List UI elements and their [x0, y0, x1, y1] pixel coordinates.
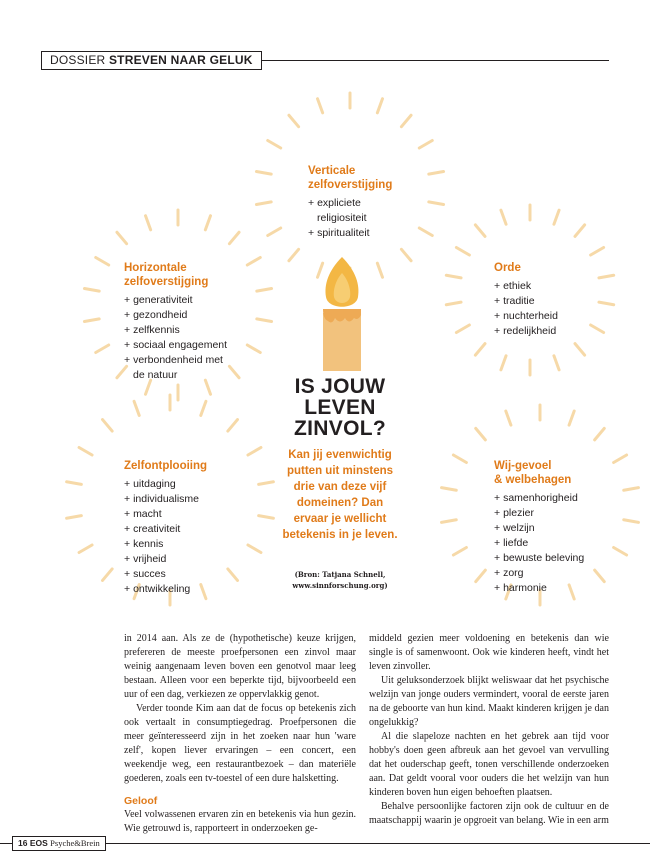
domain-verticale [308, 164, 428, 241]
domain-item: + vrijheid [124, 552, 244, 567]
sunburst-ray [401, 249, 411, 260]
domain-item: + creativiteit [124, 522, 244, 537]
domain-item: + harmonie [494, 581, 614, 596]
heading-line: Horizontale [124, 262, 187, 274]
sunburst-ray [228, 420, 238, 431]
domain-wijgevoel [494, 459, 614, 596]
sunburst-ray [429, 172, 444, 175]
candle-body [323, 313, 361, 371]
domain-orde [494, 261, 594, 339]
footer-label [12, 836, 106, 851]
sunburst-ray [429, 202, 444, 205]
domain-item: + traditie [494, 294, 594, 309]
domain-item: + verbondenheid met de natuur [124, 353, 225, 383]
sunburst-ray [84, 319, 99, 322]
domain-items [124, 293, 244, 383]
sunburst-ray [599, 302, 614, 305]
heading-line: & welbehagen [494, 474, 572, 486]
sunburst-ray [256, 172, 271, 175]
subtitle-line: betekenis in je leven. [282, 529, 398, 541]
sunburst-ray [96, 345, 109, 353]
domain-item: + sociaal engagement [124, 338, 244, 353]
domain-item: + generativiteit [124, 293, 244, 308]
sunburst-ray [475, 225, 485, 236]
domain-item: + individualisme [124, 492, 244, 507]
domain-heading [494, 261, 594, 275]
title-line: IS JOUW [294, 375, 386, 398]
sunburst-ray [569, 411, 574, 425]
heading-line: Zelfontplooiing [124, 460, 208, 472]
sunburst-ray [201, 401, 206, 415]
domain-items [124, 477, 244, 597]
sunburst-ray [575, 344, 585, 355]
infographic-subtitle [265, 447, 415, 543]
sunburst-ray [456, 248, 469, 256]
domain-item: + ethiek [494, 279, 594, 294]
subtitle-line: domeinen? Dan [296, 497, 384, 509]
infographic-title-block [265, 376, 415, 543]
domain-item: + ontwikkeling [124, 582, 244, 597]
sunburst-ray [84, 289, 99, 292]
article-paragraph: Verder toonde Kim aan dat de focus op betekenis zich ook vertaalt in consumptiegedrag. Proefpersonen die meer geïnteresseerd zijn in het zoeken naar hun 'ware zelf', kopen liever ervaringen – een concert, een weekendje weg, een restaurantbezoek – dan materiële goederen, zoals een tv-toestel of een dure halsketting. [124, 703, 356, 784]
title-line: ZINVOL? [294, 417, 386, 440]
sunburst-ray [453, 548, 466, 556]
sunburst-ray [446, 302, 461, 305]
sunburst-ray [442, 488, 457, 491]
domain-heading [494, 459, 614, 487]
domain-heading [124, 459, 244, 473]
sunburst-ray [205, 216, 210, 230]
sunburst-ray [289, 115, 299, 126]
source-line: www.sinnforschung.org) [292, 581, 388, 590]
sunburst-ray [624, 488, 639, 491]
sunburst-ray [446, 275, 461, 278]
page-footer [0, 836, 650, 850]
sunburst-ray [247, 258, 260, 266]
sunburst-ray [595, 428, 605, 439]
domain-item: + expliciete religiositeit [308, 196, 397, 226]
domain-items [308, 196, 428, 241]
source-line: (Bron: Tatjana Schnell, [294, 570, 386, 579]
sunburst-ray [554, 210, 559, 224]
article-paragraph: in 2014 aan. Als ze de (hypothetische) keuze krijgen, prefereren de meeste proefpersonen een zinvol maar weinig aangenaam leven boven een genotvol maar leeg bestaan. Alleen voor een beperkte tijd, bijvoorbeeld een uur of een dag, verkiezen ze oppervlakkig genot. [124, 633, 356, 700]
heading-line: zelfoverstijging [124, 276, 209, 288]
domain-item: + plezier [494, 506, 614, 521]
sunburst-ray [103, 420, 113, 431]
sunburst-ray [146, 216, 151, 230]
sunburst-ray [501, 210, 506, 224]
sunburst-ray [67, 516, 82, 519]
sunburst-ray [554, 356, 559, 370]
subtitle-line: ervaar je wellicht [293, 513, 387, 525]
sunburst-ray [453, 455, 466, 463]
sunburst-ray [96, 258, 109, 266]
subtitle-line: Kan jij evenwichtig [288, 449, 392, 461]
domain-item: + welzijn [494, 521, 614, 536]
sunburst-ray [268, 141, 281, 149]
sunburst-ray [476, 428, 486, 439]
domain-item: + kennis [124, 537, 244, 552]
sunburst-ray [248, 448, 261, 456]
title-line: LEVEN [304, 396, 376, 419]
sunburst-ray [591, 248, 604, 256]
heading-line: Orde [494, 262, 521, 274]
domain-item: + macht [124, 507, 244, 522]
domain-item: + bewuste beleving [494, 551, 614, 566]
subtitle-line: putten uit minstens [286, 465, 394, 477]
article-paragraph: Al die slapeloze nachten en het gebrek aan tijd voor hobby's doen geen afbreuk aan het gevoel van vervulling dat het ouderschap geeft, tonen verschillende onderzoeken aan. Dat geldt vooral voor ouders die het welzijn van hun kinderen boven hun eigen behoeften plaatsen. [369, 731, 609, 798]
sunburst-ray [377, 263, 382, 277]
article-paragraph: Uit geluksonderzoek blijkt weliswaar dat het psychische welzijn van jonge ouders vermindert, vooral de eerste jaren na de geboorte van hun kind. Maakt kinderen krijgen je dan ongelukkig? [369, 675, 609, 728]
infographic-title [265, 376, 415, 439]
sunburst-ray [377, 99, 382, 113]
sunburst-ray [599, 275, 614, 278]
sunburst-ray [318, 99, 323, 113]
sunburst-ray [614, 455, 627, 463]
source-credit [285, 569, 395, 591]
sunburst-ray [79, 448, 92, 456]
sunburst-ray [506, 411, 511, 425]
domain-horizontale [124, 261, 244, 383]
article-subheading: Geloof [124, 795, 158, 807]
article-paragraph: Veel volwassenen ervaren zin en betekenis via hun gezin. Wie getrouwd is, rapporteert in onderzoeken ge- [124, 809, 356, 834]
page-number: 16 [18, 838, 28, 848]
dossier-label: DOSSIER [50, 53, 106, 67]
sunburst-ray [247, 345, 260, 353]
sunburst-ray [257, 289, 272, 292]
article-column-right [369, 632, 609, 828]
domain-item: + zelfkennis [124, 323, 244, 338]
sunburst-ray [79, 545, 92, 553]
sunburst-ray [476, 570, 486, 581]
domain-zelfontplooiing [124, 459, 244, 597]
article-paragraph: Behalve persoonlijke factoren zijn ook de cultuur en de maatschappij waarin je opgroeit van belang. Wie in een arm [369, 801, 609, 826]
sunburst-ray [134, 401, 139, 415]
heading-line: Wij-gevoel [494, 460, 552, 472]
candle-illustration [318, 255, 366, 371]
domain-item: + uitdaging [124, 477, 244, 492]
subtitle-line: drie van deze vijf [293, 481, 387, 493]
sunburst-ray [442, 520, 457, 523]
section-title: STREVEN NAAR GELUK [108, 53, 253, 67]
sunburst-ray [456, 325, 469, 333]
sunburst-ray [248, 545, 261, 553]
article-column-left [124, 632, 356, 836]
domain-heading [308, 164, 428, 192]
domain-item: + gezondheid [124, 308, 244, 323]
domain-items [494, 279, 594, 339]
sunburst-ray [624, 520, 639, 523]
domain-item: + nuchterheid [494, 309, 594, 324]
domain-item: + samenhorigheid [494, 491, 614, 506]
sunburst-ray [268, 228, 281, 236]
domain-heading [124, 261, 244, 289]
sunburst-ray [401, 115, 411, 126]
sunburst-ray [419, 141, 432, 149]
domain-items [494, 491, 614, 596]
sunburst-ray [256, 202, 271, 205]
heading-line: zelfoverstijging [308, 179, 393, 191]
sunburst-ray [257, 319, 272, 322]
domain-item: + redelijkheid [494, 324, 594, 339]
heading-line: Verticale [308, 165, 356, 177]
sunburst-ray [117, 232, 127, 243]
sunburst-ray [67, 482, 82, 485]
sunburst-ray [501, 356, 506, 370]
sunburst-ray [103, 569, 113, 580]
sunburst-ray [475, 344, 485, 355]
domain-item: + liefde [494, 536, 614, 551]
domain-item: + spiritualiteit [308, 226, 428, 241]
sunburst-ray [614, 548, 627, 556]
sunburst-ray [575, 225, 585, 236]
domain-item: + succes [124, 567, 244, 582]
domain-item: + zorg [494, 566, 614, 581]
sunburst-ray [289, 249, 299, 260]
magazine-name: EOS [29, 838, 48, 848]
magazine-subname: Psyche&Brein [50, 838, 100, 848]
article-paragraph: middeld gezien meer voldoening en betekenis dan wie single is of samenwoont. Ook wie kinderen heeft, vindt het leven zinvoller. [369, 633, 609, 672]
sunburst-ray [229, 232, 239, 243]
